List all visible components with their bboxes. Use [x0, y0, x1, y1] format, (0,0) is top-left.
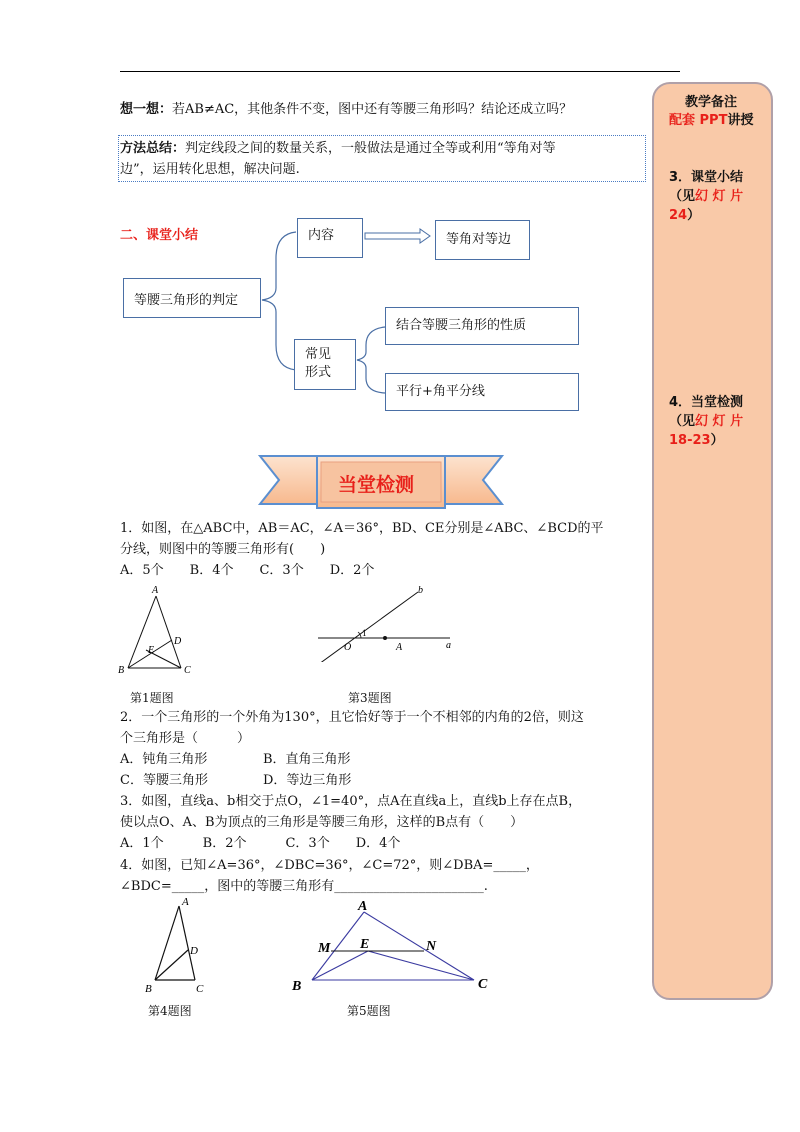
sidebar-item-3-line-2	[669, 187, 743, 206]
q3-options: A．1个 B．2个 C．3个 D．4个	[120, 836, 401, 851]
q2-option-b: B．直角三角形	[263, 752, 351, 767]
content-value-node	[435, 220, 530, 260]
fig1-label-D: D	[174, 636, 182, 647]
fig1-caption: 第1题图	[130, 691, 174, 705]
figure-5	[288, 896, 498, 996]
sidebar-item-4-slide-number: 18-23	[669, 433, 711, 448]
sidebar-item-3-close-paren: ）	[687, 208, 701, 223]
sidebar-item-3-line-1: 3．课堂小结	[669, 170, 744, 185]
fig5-label-E: E	[360, 937, 370, 952]
summary-root-label: 等腰三角形的判定	[134, 293, 239, 308]
sidebar-subtitle-black: 讲授	[727, 113, 754, 128]
figure-4	[138, 894, 218, 998]
sidebar-item-4-line-3	[669, 431, 724, 450]
sidebar-subtitle-red: 配套 PPT	[669, 113, 728, 128]
summary-heading: 二、课堂小结	[120, 228, 199, 243]
method-line-2: 边”，运用转化思想，解决问题.	[120, 162, 300, 177]
fig3-label-1: 1	[362, 628, 367, 638]
fig5-caption: 第5题图	[347, 1004, 391, 1018]
q2-option-a: A．钝角三角形	[120, 752, 208, 767]
sidebar-item-4-line-1: 4．当堂检测	[669, 395, 744, 410]
q2-line-2: 个三角形是（ ）	[120, 731, 251, 746]
sidebar-item-4-close-paren: ）	[710, 433, 724, 448]
fig4-label-D: D	[190, 945, 198, 957]
form-1-node	[385, 307, 579, 345]
fig3-label-A: A	[396, 642, 403, 653]
fig4-caption: 第4题图	[148, 1004, 192, 1018]
content-node	[297, 218, 363, 258]
fig5-label-M: M	[318, 941, 331, 956]
fig1-label-C: C	[184, 665, 191, 676]
q3-line-2: 使以点O、A、B为顶点的三角形是等腰三角形，这样的B点有（ ）	[120, 815, 524, 830]
figure-3	[300, 582, 470, 662]
fig4-label-A: A	[182, 896, 189, 908]
q2-option-c: C．等腰三角形	[120, 773, 208, 788]
q3-line-1: 3．如图，直线a、b相交于点O，∠1=40°，点A在直线a上，直线b上存在点B，	[120, 794, 582, 809]
fig5-label-C: C	[478, 977, 488, 992]
content-value: 等角对等边	[446, 232, 512, 247]
fig5-label-B: B	[292, 979, 302, 994]
sidebar-item-4-paren: （见	[669, 414, 696, 429]
forms-label-2: 形式	[305, 365, 332, 380]
sidebar-title: 教学备注	[685, 95, 738, 110]
q2-line-1: 2．一个三角形的一个外角为130°，且它恰好等于一个不相邻的内角的2倍，则这	[120, 710, 584, 725]
q1-options: A．5个 B．4个 C．3个 D．2个	[120, 563, 375, 578]
sidebar-item-4-slide-label: 幻 灯 片	[695, 414, 744, 429]
content-label: 内容	[308, 228, 335, 243]
sidebar-item-3-paren: （见	[669, 189, 696, 204]
forms-node	[294, 339, 356, 390]
sidebar-subtitle	[669, 111, 753, 130]
q2-option-d: D．等边三角形	[263, 773, 352, 788]
fig1-label-E: E	[148, 645, 155, 656]
forms-label-1: 常见	[305, 347, 332, 362]
fig1-label-B: B	[118, 665, 125, 676]
fig3-label-a: a	[446, 640, 451, 651]
fig1-label-A: A	[152, 585, 159, 596]
fig3-point-A	[383, 636, 387, 640]
q4-line-2: ∠BDC=_____，图中的等腰三角形有_______________________.	[120, 879, 488, 894]
sidebar-item-4-line-2	[669, 412, 743, 431]
fig4-label-C: C	[196, 983, 204, 995]
banner-title: 当堂检测	[338, 474, 415, 496]
fig3-label-O: O	[344, 642, 352, 653]
form-1-label: 结合等腰三角形的性质	[396, 318, 527, 333]
fig5-label-N: N	[426, 939, 437, 954]
think-label: 想一想：	[120, 102, 173, 117]
fig3-label-b: b	[418, 585, 423, 596]
fig4-label-B: B	[145, 983, 152, 995]
fig3-caption: 第3题图	[348, 691, 392, 705]
q1-line-1: 1．如图，在△ABC中，AB＝AC，∠A＝36°，BD、CE分别是∠ABC、∠BCD的平	[120, 521, 604, 536]
sidebar-item-3-line-3	[669, 206, 700, 225]
method-text-1: 判定线段之间的数量关系，一般做法是通过全等或利用“等角对等	[185, 141, 556, 156]
sidebar-item-3-slide-number: 24	[669, 208, 688, 223]
summary-root-node	[123, 278, 261, 318]
q4-line-1: 4．如图，已知∠A=36°，∠DBC=36°，∠C=72°，则∠DBA=_____，	[120, 858, 539, 873]
form-2-node	[385, 373, 579, 411]
fig5-label-A: A	[358, 899, 368, 914]
q1-line-2: 分线，则图中的等腰三角形有( )	[120, 542, 326, 557]
think-text: 若AB≠AC，其他条件不变，图中还有等腰三角形吗？结论还成立吗？	[172, 102, 573, 117]
form-2-label: 平行+角平分线	[396, 384, 485, 399]
figure-1	[112, 582, 202, 682]
method-label: 方法总结：	[120, 141, 186, 156]
sidebar-item-3-slide-label: 幻 灯 片	[695, 189, 744, 204]
